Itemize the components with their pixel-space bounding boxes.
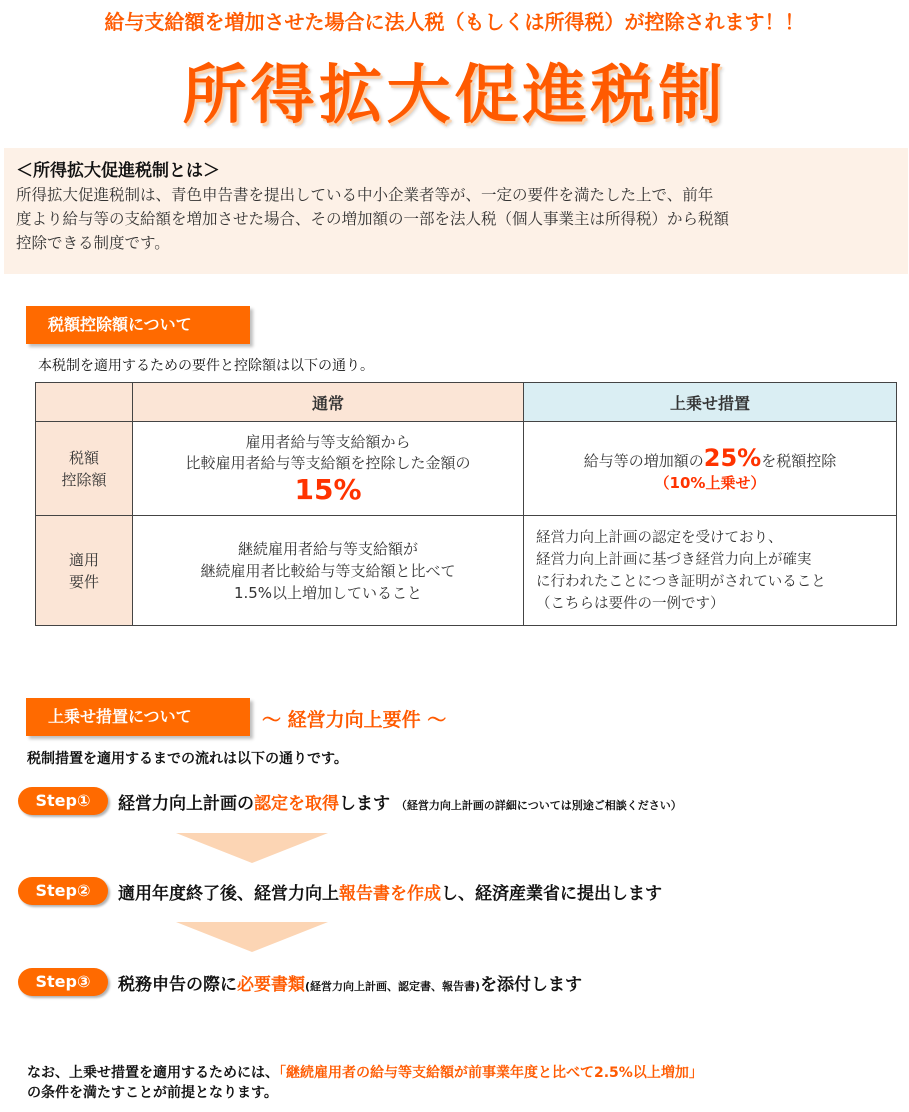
step-2-badge: Step② <box>18 877 108 905</box>
cell-extra-credit <box>524 422 897 516</box>
cell-normal-requirements <box>133 516 524 626</box>
column-header-normal: 通常 <box>133 383 524 422</box>
table-header-row <box>36 383 897 422</box>
cell-line: 継続雇用者給与等支給額が <box>237 539 418 558</box>
table-row <box>36 422 897 516</box>
step-small-note: (経営力向上計画、認定書、報告書) <box>305 980 481 993</box>
cell-line: 継続雇用者比較給与等支給額と比べて <box>200 561 456 580</box>
step-text-part: を添付します <box>480 975 583 995</box>
cell-line: 比較雇用者給与等支給額を控除した金額の <box>185 453 471 472</box>
section-label-tax-credit: 税額控除額について <box>26 306 250 344</box>
row-label-line: 適用 <box>68 550 99 569</box>
row-label-credit <box>36 422 133 516</box>
intro-text <box>16 183 896 255</box>
rate-15-percent: 15% <box>294 472 362 506</box>
row-label-line: 税額 <box>68 448 99 467</box>
down-arrow-icon <box>176 922 328 952</box>
table-corner-cell <box>36 383 133 422</box>
section-note: 本税制を適用するための要件と控除額は以下の通り。 <box>38 358 374 374</box>
step-highlight: 認定を取得 <box>254 794 339 814</box>
footer-line <box>27 1063 703 1083</box>
intro-heading: ＜所得拡大促進税制とは＞ <box>16 161 220 181</box>
intro-box <box>4 148 908 274</box>
step-text-part: 経営力向上計画の <box>118 794 254 814</box>
row-label-line: 要件 <box>68 572 99 591</box>
footer-highlight: 「継続雇用者の給与等支給額が前事業年度と比べて2.5%以上増加」 <box>279 1065 703 1081</box>
cell-normal-credit <box>133 422 524 516</box>
rate-25-percent: 25% <box>703 444 762 472</box>
section-label-extra-measure: 上乗せ措置について <box>26 698 250 736</box>
section-note: 税制措置を適用するまでの流れは以下の通りです。 <box>27 751 348 767</box>
section-subtitle: ～ 経営力向上要件 ～ <box>262 709 447 731</box>
cell-line: に行われたことにつき証明がされていること <box>536 573 826 590</box>
footer-line: の条件を満たすことが前提となります。 <box>27 1085 278 1101</box>
cell-line: 1.5%以上増加していること <box>233 583 423 602</box>
footer-text: なお、上乗せ措置を適用するためには、 <box>27 1065 279 1081</box>
top-tagline: 給与支給額を増加させた場合に法人税（もしくは所得税）が控除されます！！ <box>104 10 805 34</box>
step-text-part: し、経済産業省に提出します <box>441 884 662 904</box>
extra-note: （10%上乗せ） <box>654 474 766 492</box>
cell-line: 雇用者給与等支給額から <box>245 432 411 451</box>
step-1-badge: Step① <box>18 787 108 815</box>
step-highlight: 必要書類 <box>237 975 305 995</box>
step-text-part: 税務申告の際に <box>118 975 237 995</box>
step-2-text <box>118 879 662 904</box>
step-3-badge: Step③ <box>18 968 108 996</box>
row-label-line: 控除額 <box>61 470 107 489</box>
extra-post-text: を税額控除 <box>761 452 837 470</box>
step-3-text <box>118 970 582 995</box>
cell-line: 経営力向上計画の認定を受けており、 <box>536 529 783 546</box>
cell-line: （こちらは要件の一例です） <box>536 595 725 612</box>
cell-line: 経営力向上計画に基づき経営力向上が確実 <box>536 551 812 568</box>
extra-pre-text: 給与等の増加額の <box>583 452 704 470</box>
page-title: 所得拡大促進税制 <box>182 59 727 133</box>
cell-extra-requirements <box>524 516 897 626</box>
footer-note <box>27 1063 703 1103</box>
cell-line <box>524 444 896 472</box>
down-arrow-icon <box>176 833 328 863</box>
row-label-requirements <box>36 516 133 626</box>
intro-line: 度より給与等の支給額を増加させた場合、その増加額の一部を法人税（個人事業主は所得税）から税額 <box>16 210 730 228</box>
column-header-extra: 上乗せ措置 <box>524 383 897 422</box>
intro-line: 所得拡大促進税制は、青色申告書を提出している中小企業者等が、一定の要件を満たした上で、前年 <box>16 186 714 204</box>
tax-credit-table <box>35 382 897 626</box>
step-highlight: 報告書を作成 <box>339 884 441 904</box>
step-1-text <box>118 789 682 814</box>
step-small-note: （経営力向上計画の詳細については別途ご相談ください） <box>395 799 682 812</box>
intro-line: 控除できる制度です。 <box>16 234 170 252</box>
step-text-part: 適用年度終了後、経営力向上 <box>118 884 339 904</box>
table-row <box>36 516 897 626</box>
step-text-part: します <box>339 794 390 814</box>
